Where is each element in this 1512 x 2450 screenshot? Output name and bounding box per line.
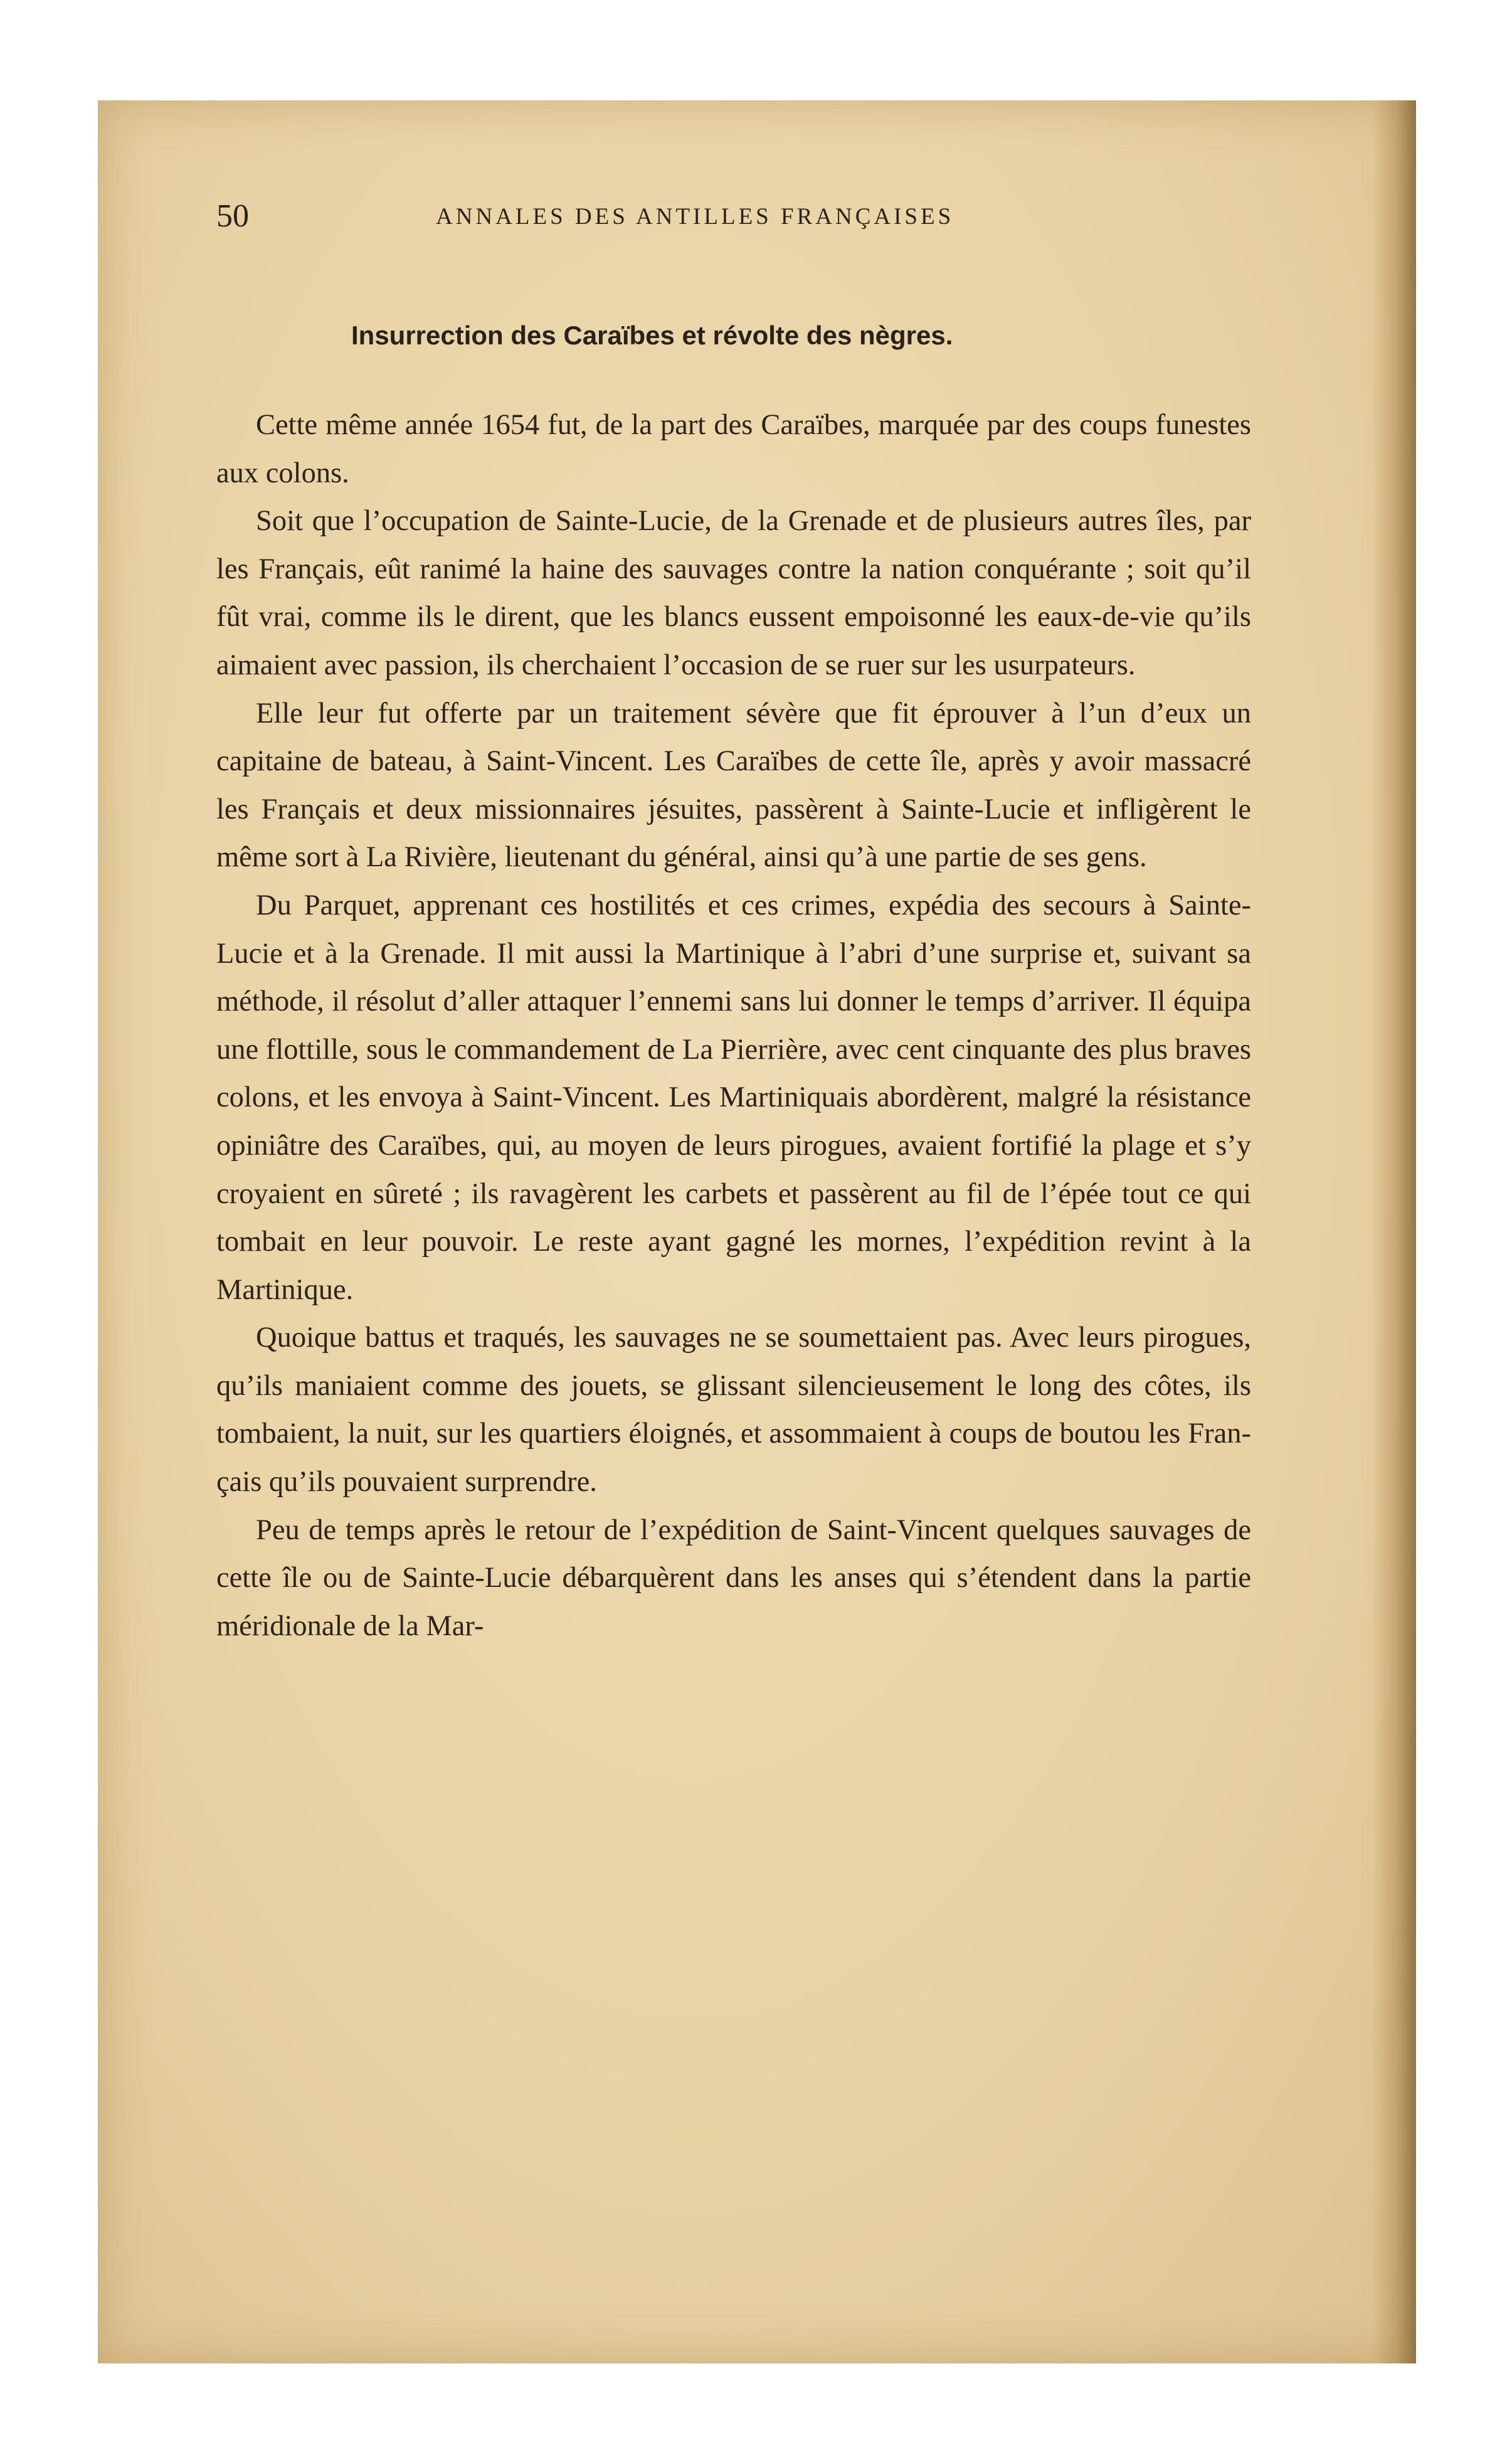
paragraph: Soit que l’occupation de Sainte-Lucie, de la Grenade et de plusieurs autres îles, par les Français, eût ranimé la haine des sauvages contre la nation conquérante ; soit qu’il fût vrai, comme ils le dirent, que les blancs eussent empoisonné les eaux-de-vie qu’ils aimaient avec passion, ils cherchaient l’occasion de se ruer sur les usurpateurs. <box>216 505 1251 681</box>
section-title: Insurrection des Caraïbes et révolte des nègres. <box>351 321 953 350</box>
paragraph: Elle leur fut offerte par un traitement sévère que fit éprouver à l’un d’eux un capitaine de bateau, à Saint-Vincent. Les Caraïbes de cette île, après y avoir massacré les Français et deux missionnaires jésuites, passèrent à Sainte-Lucie et infligèrent le même sort à La Rivière, lieutenant du général, ainsi qu’à une partie de ses gens. <box>216 697 1251 874</box>
page-spine-shadow <box>1372 100 1416 2363</box>
paragraph: Cette même année 1654 fut, de la part des Caraïbes, marquée par des coups funestes aux colons. <box>216 409 1251 489</box>
body-text <box>216 401 1251 1650</box>
paragraph: Peu de temps après le retour de l’expédition de Saint-Vincent quelques sauvages de cette île ou de Sainte-Lucie débarquèrent dans les anses qui s’étendent dans la partie méridionale de la Mar- <box>216 1514 1251 1642</box>
running-title: ANNALES DES ANTILLES FRANÇAISES <box>436 204 954 230</box>
page-number: 50 <box>216 198 249 234</box>
paragraph: Du Parquet, apprenant ces hostilités et ces crimes, expédia des secours à Sainte-Lucie et à la Grenade. Il mit aussi la Martinique à l’abri d’une surprise et, suivant sa méthode, il résolut d’aller attaquer l’ennemi sans lui donner le temps d’arriver. Il équipa une flottille, sous le commandement de La Pierrière, avec cent cinquante des plus braves colons, et les envoya à Saint-Vincent. Les Martiniquais abordèrent, malgré la résistance opiniâtre des Caraïbes, qui, au moyen de leurs pirogues, avaient fortifié la plage et s’y croyaient en sûreté ; ils ravagèrent les carbets et passèrent au fil de l’épée tout ce qui tombait en leur pouvoir. Le reste ayant gagné les mornes, l’expédition revint à la Martinique. <box>216 889 1251 1306</box>
paragraph: Quoique battus et traqués, les sauvages ne se soumettaient pas. Avec leurs pirogues, qu’ils maniaient comme des jouets, se glissant silencieusement le long des côtes, ils tombaient, la nuit, sur les quartiers éloignés, et assommaient à coups de boutou les Français qu’ils pouvaient surprendre. <box>216 1322 1251 1498</box>
running-header <box>216 198 1094 235</box>
